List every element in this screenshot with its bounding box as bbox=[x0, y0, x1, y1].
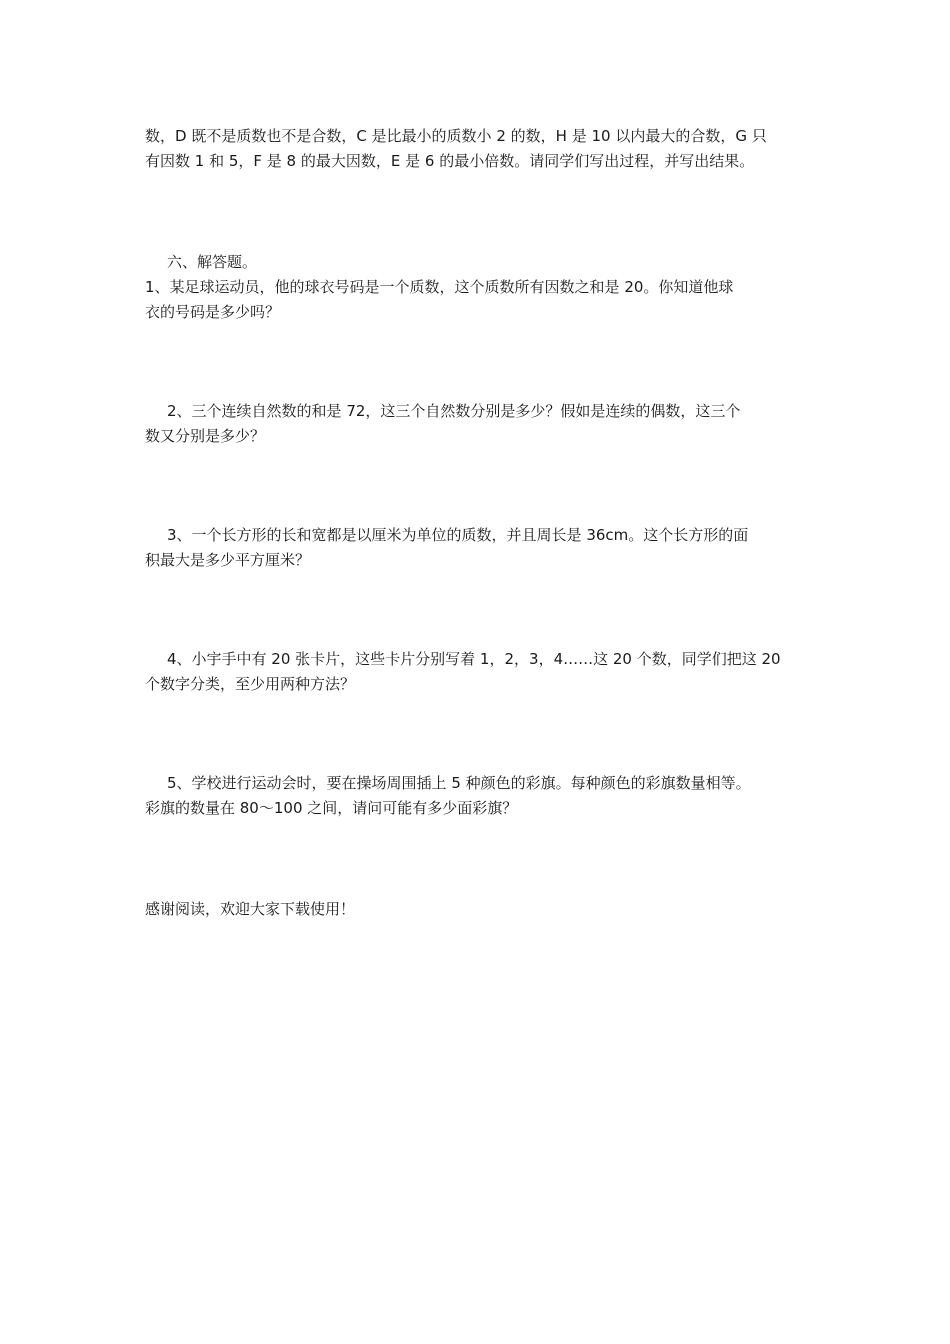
question-5-line-1: 5、学校进行运动会时，要在操场周围插上 5 种颜色的彩旗。每种颜色的彩旗数量相等。 bbox=[167, 774, 751, 792]
question-1-line-2: 衣的号码是多少吗？ bbox=[145, 303, 281, 321]
intro-line-1: 数，D 既不是质数也不是合数，C 是比最小的质数小 2 的数，H 是 10 以内最大的合数，G 只 bbox=[145, 127, 767, 145]
section-heading bbox=[145, 250, 815, 275]
closing-note bbox=[145, 897, 815, 922]
question-5 bbox=[145, 771, 815, 821]
question-4-line-1: 4、小宇手中有 20 张卡片，这些卡片分别写着 1，2，3，4……这 20 个数，同学们把这 20 bbox=[167, 650, 781, 668]
question-1-line-1: 1、某足球运动员，他的球衣号码是一个质数，这个质数所有因数之和是 20。你知道他球 bbox=[145, 278, 734, 296]
question-2-line-2: 数又分别是多少？ bbox=[145, 427, 266, 445]
question-3 bbox=[145, 523, 815, 573]
question-5-line-2: 彩旗的数量在 80～100 之间，请问可能有多少面彩旗？ bbox=[145, 799, 518, 817]
question-4-line-2: 个数字分类，至少用两种方法？ bbox=[145, 675, 356, 693]
question-2 bbox=[145, 399, 815, 449]
question-3-line-1: 3、一个长方形的长和宽都是以厘米为单位的质数，并且周长是 36cm。这个长方形的面 bbox=[167, 526, 749, 544]
section-heading-text: 六、解答题。 bbox=[167, 253, 258, 271]
intro-paragraph bbox=[145, 124, 815, 174]
question-3-line-2: 积最大是多少平方厘米？ bbox=[145, 551, 311, 569]
question-2-line-1: 2、三个连续自然数的和是 72，这三个自然数分别是多少？假如是连续的偶数，这三个 bbox=[167, 402, 741, 420]
question-4 bbox=[145, 647, 815, 697]
closing-text: 感谢阅读，欢迎大家下载使用！ bbox=[145, 900, 356, 918]
intro-line-2: 有因数 1 和 5，F 是 8 的最大因数，E 是 6 的最小倍数。请同学们写出过程，并写出结果。 bbox=[145, 152, 755, 170]
question-1 bbox=[145, 275, 815, 325]
